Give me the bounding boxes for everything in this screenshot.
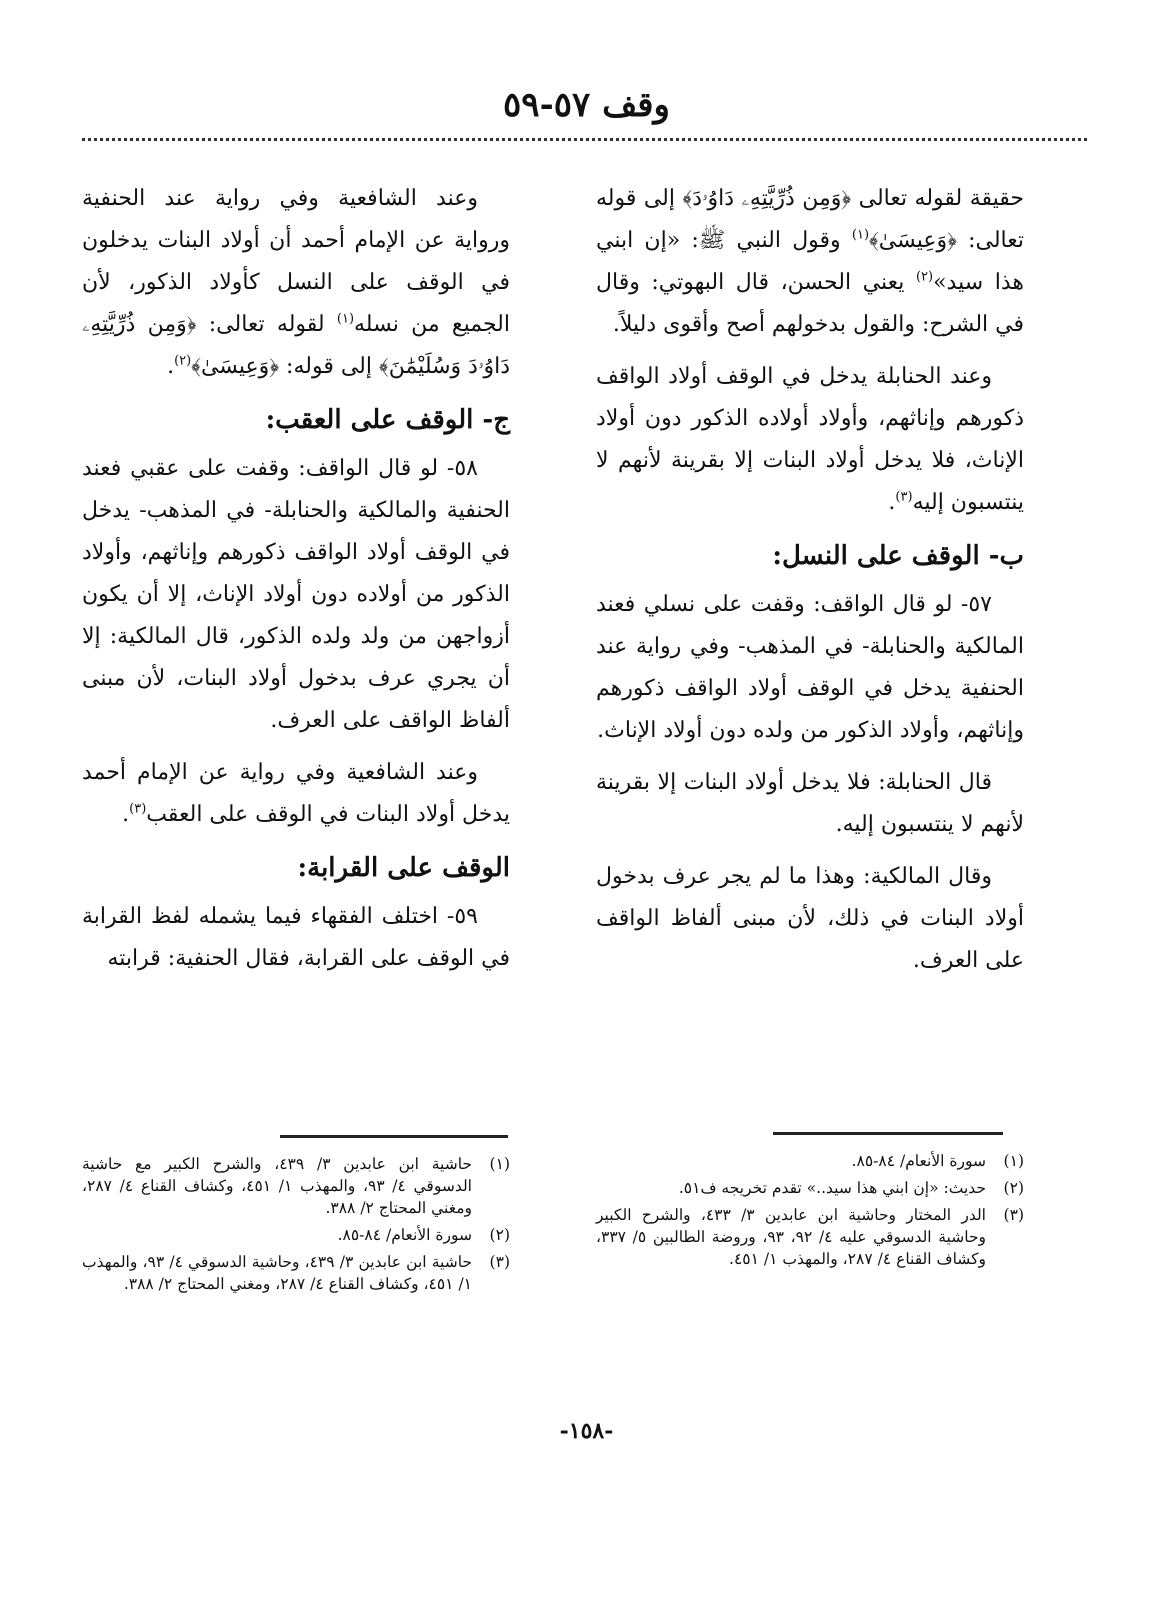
left-column: [82, 178, 510, 990]
right-paragraph-3: ٥٧- لو قال الواقف: وقفت على نسلي فعند المالكية والحنابلة- في المذهب- وفي رواية عند الحنفية يدخل في الوقف أولاد الواقف ذكورهم وإناثهم، وأولاد الذكور من ولده دون أولاد الإناث.: [596, 592, 1024, 743]
footnote-ref[interactable]: (٢): [174, 353, 192, 369]
footnotes-left: [82, 1153, 510, 1300]
footnote-item: (٢) سورة الأنعام/ ٨٤-٨٥.: [337, 1226, 510, 1244]
right-paragraph-5: وقال المالكية: وهذا ما لم يجر عرف بدخول أولاد البنات في ذلك، لأن مبنى ألفاظ الواقف على العرف.: [596, 864, 1024, 973]
left-paragraph-2: ٥٨- لو قال الواقف: وقفت على عقبي فعند الحنفية والمالكية والحنابلة- في المذهب- يدخل في الوقف أولاد الواقف ذكورهم وإناثهم، وأولاد الذكور من أولاده دون أولاد الإناث، إلا أن يكون أزواجهن من ولد ولده الذكور، قال المالكية: إلا أن يجري عرف بدخول أولاد البنات، لأن مبنى ألفاظ الواقف على العرف.: [82, 456, 510, 733]
footnote-item: (١) سورة الأنعام/ ٨٤-٨٥.: [851, 1152, 1024, 1170]
footnote-ref[interactable]: (١): [851, 227, 870, 243]
left-paragraph-1: وعند الشافعية وفي رواية عند الحنفية ورواية عن الإمام أحمد أن أولاد البنات يدخلون في الوقف على النسل كأولاد الذكور، لأن الجميع من نسله$^{(١)}$ لقوله تعالى: ﴿وَمِن ذُرِّيَّتِهِۦ دَاوُۥدَ وَسُلَيْمَٰنَ﴾ إلى قوله: ﴿وَعِيسَىٰ﴾$^{(٢)}$.: [82, 186, 510, 379]
page-header-title: وقف ٥٧-٥٩: [503, 85, 670, 125]
footnote-item: (٢) حديث: «إن ابني هذا سيد..» تقدم تخريجه ف٥١.: [678, 1179, 1024, 1197]
footnote-item: (٣) حاشية ابن عابدين ٣/ ٤٣٩، وحاشية الدسوقي ٤/ ٩٣، والمهذب ١/ ٤٥١، وكشاف القناع ٤/ ٢٨٧، ومغني المحتاج ٢/ ٣٨٨.: [82, 1253, 510, 1293]
footnote-ref[interactable]: (٢): [915, 269, 934, 285]
left-paragraph-3: وعند الشافعية وفي رواية عن الإمام أحمد يدخل أولاد البنات في الوقف على العقب$^{(٣)}$.: [82, 760, 510, 827]
footnote-item: (١) حاشية ابن عابدين ٣/ ٤٣٩، والشرح الكبير مع حاشية الدسوقي ٤/ ٩٣، والمهذب ١/ ٤٥١، وكشاف القناع ٤/ ٢٨٧، ومغني المحتاج ٢/ ٣٨٨.: [82, 1155, 510, 1217]
right-paragraph-1: حقيقة لقوله تعالى ﴿وَمِن ذُرِّيَّتِهِۦ دَاوُۥدَ﴾ إلى قوله تعالى: ﴿وَعِيسَىٰ﴾$^{(١)}$ وقول النبي ﷺ: «إن ابني هذا سيد»$^{(٢)}$ يعني الحسن، قال البهوتي: وقال في الشرح: والقول بدخولهم أصح وأقوى دليلاً.: [596, 186, 1024, 337]
header-dotted-divider: [82, 138, 1087, 141]
footnote-ref[interactable]: (٣): [895, 489, 913, 505]
footnote-item: (٣) الدر المختار وحاشية ابن عابدين ٣/ ٤٣٣، والشرح الكبير وحاشية الدسوقي عليه ٤/ ٩٢، ٩٣، وروضة الطالبين ٥/ ٣٣٧، وكشاف القناع ٤/ ٢٨٧، والمهذب ١/ ٤٥١.: [596, 1206, 1024, 1268]
right-paragraph-4: قال الحنابلة: فلا يدخل أولاد البنات إلا بقرينة لأنهم لا ينتسبون إليه.: [596, 770, 1024, 837]
page-number: -١٥٨-: [559, 1418, 614, 1444]
section-heading-aqib: ج- الوقف على العقب:: [265, 405, 510, 435]
footnote-divider-right: [773, 1132, 1003, 1135]
left-paragraph-4: ٥٩- اختلف الفقهاء فيما يشمله لفظ القرابة في الوقف على القرابة، فقال الحنفية: قرابته: [82, 904, 510, 971]
section-heading-nasl: ب- الوقف على النسل:: [772, 541, 1024, 571]
right-paragraph-2: وعند الحنابلة يدخل في الوقف أولاد الواقف ذكورهم وإناثهم، وأولاد أولاده الذكور دون أولاد الإناث، فلا يدخل أولاد البنات إلا بقرينة لأنهم لا ينتسبون إليه$^{(٣)}$.: [596, 364, 1024, 515]
footnote-ref[interactable]: (١): [336, 311, 355, 327]
section-heading-qaraba: الوقف على القرابة:: [297, 853, 510, 883]
footnotes-right: [596, 1150, 1024, 1275]
footnote-divider-left: [280, 1135, 508, 1138]
footnote-ref[interactable]: (٣): [129, 801, 147, 817]
right-column: [596, 178, 1024, 992]
